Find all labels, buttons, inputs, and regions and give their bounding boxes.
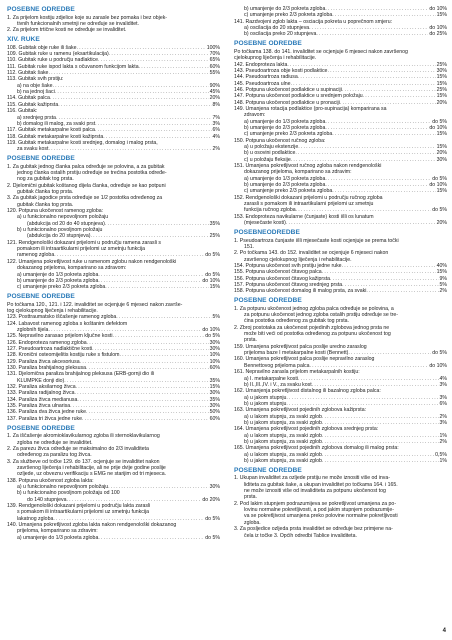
row-value: do 20% bbox=[202, 496, 220, 503]
row-label: a) u jakom stupnju bbox=[244, 394, 287, 401]
text-line: cjelokupnog liječenja i rehabilitacije. bbox=[234, 55, 317, 62]
text-line: 140. Umanjena pokretljivost zgloba lakta nakon rendgenološki dokazanog bbox=[7, 522, 177, 529]
row-value: do 5% bbox=[205, 534, 220, 541]
table-row bbox=[7, 134, 220, 140]
row-label: 118. Gubitak metakarpalne kosti kažiprsta bbox=[7, 133, 104, 140]
row-label: b) u jakom stupnju, za svaki zglob bbox=[244, 438, 322, 445]
row-label: (abdukcija od 20 do 40 stupnjeva) bbox=[27, 220, 105, 227]
table-row bbox=[234, 188, 447, 194]
text-line: va se pokretljivost umanjena preko polovine normalne pokretljivosti bbox=[244, 513, 398, 520]
row-value: 60% bbox=[209, 365, 220, 372]
text-line: 160. Umanjena pokretljivost palca poslije nepravilno zaraslog bbox=[234, 356, 375, 363]
table-row bbox=[7, 233, 220, 239]
row-label: a) u funkcionalno nepovoljnom položaju bbox=[17, 484, 109, 490]
text-line: 141. Razdvojeni zglob lakta – osciacija pokreta u poprečnom smjeru: bbox=[234, 18, 393, 25]
row-label: a) I. metakarpalne kosti bbox=[244, 375, 298, 382]
row-value: 6% bbox=[212, 127, 220, 134]
table-row bbox=[7, 535, 220, 541]
row-label: b) II.,III.,IV. i V., za svaku kost bbox=[244, 381, 312, 388]
row-value: 8% bbox=[212, 101, 220, 108]
row-label: 157. Potpuna ukočenost čitavog srednjeg prsta bbox=[234, 281, 343, 288]
right-column bbox=[234, 6, 447, 539]
dot-leader bbox=[58, 102, 211, 108]
row-label: 145. Pseudoartroza ulne bbox=[234, 80, 291, 87]
row-label: b) u osovini podlaktice bbox=[244, 150, 296, 157]
row-label: KLUMPKE donji dio) bbox=[17, 377, 65, 384]
row-value: 4% bbox=[439, 375, 447, 382]
row-label: b) domalog ili malog, za svaki prst bbox=[17, 120, 96, 127]
row-value: do 5% bbox=[205, 333, 220, 340]
row-value: 15% bbox=[209, 284, 220, 291]
text-line: 124. Labavost ramenog zgloba s koštanim defektom bbox=[7, 320, 128, 327]
text-line: 165. Umanjena pokretljivost pojedinih zglobova domalog ili malog prsta: bbox=[234, 445, 399, 452]
row-value: do 5% bbox=[205, 515, 220, 522]
row-value: do 10% bbox=[429, 124, 447, 131]
row-label: 117. Gubitak metakarpalne kosti palca bbox=[7, 127, 95, 134]
dot-leader bbox=[98, 535, 204, 541]
text-line: 121. Rendgenološki dokazani prijelomi u području ramena zarasli s bbox=[7, 239, 161, 246]
row-label: 137. Paraliza tri živca jedne ruke bbox=[7, 415, 82, 422]
dot-leader bbox=[90, 233, 208, 239]
text-line: 151. Umanjena pokretljivost ručnog zgloba nakon rendgenološki bbox=[234, 163, 382, 169]
text-line: 3. Za posljedice ozljeda prsta invaliditet se određuje bez primjene na- bbox=[234, 526, 393, 533]
row-value: 7% bbox=[212, 114, 220, 121]
row-label: (mjesečaste kosti) bbox=[244, 220, 286, 227]
row-label: c) umanjenje preko 2/3 pokreta zgloba bbox=[244, 12, 333, 19]
text-line: gubitak članka tog prsta. bbox=[17, 201, 74, 208]
table-row bbox=[7, 284, 220, 290]
text-line: zdravom: bbox=[244, 112, 266, 119]
text-line: 1. Za iščašenje akromioklavikularnog zgloba ili sternoklavikularnog bbox=[7, 433, 160, 440]
row-label: 143. Pseudoartroza obje kosti podlaktice bbox=[234, 67, 328, 74]
row-value: 30% bbox=[209, 390, 220, 397]
row-value: 25% bbox=[209, 233, 220, 240]
dot-leader bbox=[105, 221, 209, 227]
row-value: 5% bbox=[212, 314, 220, 321]
text-line: gubitak članka tog prsta. bbox=[17, 189, 74, 196]
row-value: 55% bbox=[209, 70, 220, 77]
row-label: Bennettovog prijeloma palca bbox=[244, 362, 310, 369]
dot-leader bbox=[48, 70, 208, 76]
text-line: b) u funkcionalno povoljnom položaju od 100 bbox=[17, 490, 120, 497]
row-value: do 25% bbox=[429, 31, 447, 38]
row-label: a) u lakom stupnju, za svaki zglob bbox=[244, 432, 322, 439]
row-value: 20% bbox=[436, 220, 447, 227]
section-heading: POSEBNE ODREDBE bbox=[234, 466, 302, 474]
row-value: 100% bbox=[206, 44, 220, 51]
dot-leader bbox=[332, 12, 435, 18]
row-value: do 10% bbox=[429, 25, 447, 32]
text-line: zgloba ne određuje se invaliditet. bbox=[17, 439, 93, 446]
row-label: 125. Nepravilno zarasao prijelom ključne kosti bbox=[7, 333, 113, 340]
row-value: 30% bbox=[436, 156, 447, 163]
row-label: a) srednjeg prsta bbox=[17, 114, 56, 121]
row-value: 3% bbox=[439, 394, 447, 401]
text-line: tog cjelokupnog liječenja i rehabilitacije. bbox=[7, 307, 98, 314]
row-value: do 5% bbox=[432, 118, 447, 125]
row-label: 154. Potpuna ukočenost svih prstiju jedne ruke bbox=[234, 262, 342, 269]
row-value: 2% bbox=[212, 146, 220, 153]
row-label: b) umanjenje do 2/3 pokreta zgloba bbox=[244, 124, 326, 131]
text-line: 113. Gubitak svih prstiju: bbox=[7, 76, 64, 83]
text-line: 139. Rendgenološki dokazani prijelomi u području lakta zarasli bbox=[7, 503, 151, 510]
table-row bbox=[234, 288, 447, 294]
row-label: 127. Pseudoartroza nadlaktične kosti bbox=[7, 346, 93, 353]
row-value: 0,5% bbox=[435, 451, 447, 458]
row-value: 45% bbox=[209, 89, 220, 96]
row-label: 130. Paraliza brahijalnog pleksusa bbox=[7, 365, 87, 372]
row-value: 70% bbox=[209, 51, 220, 58]
text-line: 153. Endoproteza navikularne (čunjaste) kosti i/ili os lunatum bbox=[234, 213, 374, 220]
section-heading: XIV. RUKE bbox=[7, 36, 40, 44]
dot-leader bbox=[340, 100, 436, 106]
row-label: b) u jakom stupnju, za svaki zglob bbox=[244, 419, 322, 426]
dot-leader bbox=[108, 484, 208, 490]
text-line: 159. Umanjena pokretljivost palca poslije uredno zaraslog bbox=[234, 343, 367, 350]
text-line: b) u funkcionalno povoljnom položaju bbox=[17, 227, 103, 234]
dot-leader bbox=[316, 31, 428, 37]
row-value: 5% bbox=[439, 281, 447, 288]
dot-leader bbox=[54, 252, 204, 258]
row-value: 15% bbox=[436, 131, 447, 138]
row-label: 123. Posttraumatsko iščašenje ramenog zgloba bbox=[7, 314, 117, 321]
text-line: 2. Po točkama 143. do 152. invaliditet se ocjenjuje 6 mjeseci nakon bbox=[234, 250, 389, 257]
row-value: do 10% bbox=[429, 182, 447, 189]
table-row bbox=[7, 252, 220, 258]
row-label: a) u položaju ekstenzije bbox=[244, 143, 299, 150]
row-label: a) umanjenje do 1/3 pokreta zgloba bbox=[17, 534, 99, 541]
text-line: 1. Za gubitak jednog članka palca određuje se polovina, a za gubitak bbox=[7, 163, 165, 170]
row-label: 111. Gubitak ruke ispod lakta s očuvanom funkcijom lakta bbox=[7, 63, 139, 70]
row-label: a) u lakom stupnju, za svaki zglob bbox=[244, 413, 322, 420]
text-line: određenog za paralizu tog živca. bbox=[17, 452, 92, 459]
row-value: do 5% bbox=[205, 252, 220, 259]
row-label: b) u jakom stupnju, za svaki zglob bbox=[244, 457, 322, 464]
dot-leader bbox=[105, 284, 208, 290]
table-row bbox=[7, 146, 220, 152]
row-value: 3% bbox=[439, 419, 447, 426]
text-line: 131. Djelomična paraliza brahijalnog pleksusa (ERB-gornji dio ili bbox=[7, 371, 155, 378]
row-label: funkcija ručnog zgloba bbox=[244, 207, 296, 214]
section-heading: POSEBNE ODREDBE bbox=[7, 6, 75, 13]
text-line: 162. Umanjenja pokretljivost distalnog ili bazalnog zgloba palca: bbox=[234, 388, 381, 395]
row-value: 15% bbox=[436, 269, 447, 276]
dot-leader bbox=[48, 146, 211, 152]
row-label: c) umanjenje preko 2/3 pokreta zgloba bbox=[17, 284, 106, 291]
row-label: a) umanjenje do 1/3 pokreta zgloba bbox=[17, 271, 99, 278]
row-label: ramenog zgloba bbox=[17, 252, 55, 259]
text-line: ćina postotka određenog za gubitak tog prsta. bbox=[244, 318, 349, 325]
dot-leader bbox=[103, 134, 211, 140]
dot-leader bbox=[296, 207, 432, 213]
row-label: 129. Paraliza živca akcesoriusa bbox=[7, 358, 80, 365]
row-value: 10% bbox=[209, 352, 220, 359]
row-label: 112. Gubitak šake bbox=[7, 70, 49, 77]
row-value: 15% bbox=[436, 143, 447, 150]
row-value: 30% bbox=[209, 339, 220, 346]
row-label: a) na obje šake bbox=[17, 82, 53, 89]
row-label: 109. Gubitak ruke u ramenu (eksartikulacija) bbox=[7, 51, 109, 58]
text-line: Po točkama 138. do 141. invaliditet se ocjenjuje 6 mjeseci nakon završenog bbox=[234, 48, 408, 55]
text-line: 120. Potpuna ukočenost ramenog zgloba: bbox=[7, 208, 104, 215]
row-value: 20% bbox=[209, 95, 220, 102]
row-label: 135. Paraliza živca ulnarisa bbox=[7, 403, 71, 410]
section-heading: POSEBNE ODREDBE bbox=[7, 424, 75, 432]
row-label: b) umanjenje do 2/3 pokreta zgloba bbox=[244, 6, 326, 12]
row-label: (abdukcija do 20 stupnjeva) bbox=[27, 233, 91, 240]
row-value: do 5% bbox=[432, 175, 447, 182]
text-line: 150. Potpuna ukočenost ručnog zgloba: bbox=[234, 137, 326, 144]
text-line: 3. Za službeve od točke 129. do 137. ocjenjuje se invaliditet nakon bbox=[7, 458, 160, 465]
text-line: prsta. bbox=[244, 494, 257, 501]
dot-leader bbox=[322, 458, 439, 464]
row-value: 30% bbox=[209, 484, 220, 490]
row-label: b) na jednoj šaci bbox=[17, 89, 55, 96]
text-line: 1. Pseudoartroza čunjaste i/ili mjesečaste kosti ocjenjuje se prema točki bbox=[234, 237, 399, 244]
text-line: 1. Za potpunu ukočenost jednog zgloba palca određuje se polovina, a bbox=[234, 305, 394, 312]
row-value: 2% bbox=[439, 438, 447, 445]
text-line: a) u funkcionalno nepovoljnom položaju bbox=[17, 214, 109, 221]
row-label: 134. Paraliza živca medianusa bbox=[7, 396, 78, 403]
row-value: 2% bbox=[439, 288, 447, 295]
row-label: 110. Gubitak ruke u području nadlaktice bbox=[7, 57, 99, 64]
row-value: 15% bbox=[436, 80, 447, 87]
row-label: b) umanjenje do 2/3 pokreta zgloba bbox=[244, 182, 326, 189]
row-label: b) u jakom stupnju bbox=[244, 400, 287, 407]
dot-leader bbox=[82, 416, 209, 422]
row-label: 115. Gubitak kažiprsta bbox=[7, 101, 59, 108]
row-value: 1% bbox=[439, 457, 447, 464]
dot-leader bbox=[366, 288, 438, 294]
row-value: 40% bbox=[436, 262, 447, 269]
row-label: 133. Paraliza radijalnog živca bbox=[7, 390, 75, 397]
row-label: c) umanjenje preko 2/3 pokreta zgloba bbox=[244, 131, 333, 138]
row-label: 128. Kronični osteomijelitis kostiju ruke s fistulom bbox=[7, 352, 120, 359]
row-value: 25% bbox=[436, 61, 447, 68]
text-line: 152. Rendgenološki dokazani prijelomi u području ručnog zgloba bbox=[234, 194, 383, 201]
text-line: može biti veći od postotka određenog za potpunu ukočenost tog bbox=[244, 331, 391, 338]
row-label: za svaku kost bbox=[17, 146, 49, 153]
page-number: 4 bbox=[442, 628, 446, 634]
row-value: 50% bbox=[209, 409, 220, 416]
section-heading: POSEBNE ODREDBE bbox=[234, 297, 302, 305]
row-value: 65% bbox=[209, 57, 220, 64]
row-label: b) umanjenje do 2/3 pokreta zgloba bbox=[17, 277, 99, 284]
text-line: 1. Za prijelom kostiju zdjelice koje su zarasle bez pomaka i bez objek- bbox=[7, 14, 168, 21]
row-value: 90% bbox=[209, 82, 220, 89]
row-value: do 5% bbox=[205, 271, 220, 278]
row-label: 155. Potpuna ukočenost čitavog palca bbox=[234, 269, 322, 276]
row-label: a) oscilacija do 20 stupnjeva bbox=[244, 25, 310, 32]
text-line: 2. Djelomični gubitak koštanog dijela članka, određuje se kao potpuni bbox=[7, 182, 166, 189]
text-line: 2. Zbroj postotaka za ukočenost pojedinih zglobova jednog prsta ne bbox=[234, 324, 390, 331]
table-row bbox=[7, 314, 220, 320]
text-line: 138. Potpuna ukočenost zgloba lakta: bbox=[7, 477, 94, 484]
row-value: do 5% bbox=[432, 350, 447, 357]
table-row bbox=[234, 31, 447, 37]
row-value: 30% bbox=[209, 403, 220, 410]
text-line: dokazanog prijeloma, komparirano sa zdravom: bbox=[17, 265, 127, 272]
text-line: 116. Gubitak: bbox=[7, 108, 38, 115]
text-line: 163. Umanjena pokretljivost pojedinih zglobova kažiprsta: bbox=[234, 407, 367, 414]
row-label: 148. Potpuna ukočenost podlaktice u pronaciji bbox=[234, 99, 340, 106]
row-value: 6% bbox=[439, 400, 447, 407]
text-line: 2. Za parezu živca određuje se maksimalno do 2/3 invaliditeta bbox=[7, 445, 149, 452]
text-line: 164. Umanjena pokretljivost pojedinih zglobova srednjeg prsta: bbox=[234, 426, 379, 433]
text-line: zgloba. bbox=[244, 519, 261, 526]
row-value: do 10% bbox=[202, 277, 220, 284]
row-value: 9% bbox=[439, 275, 447, 282]
section-heading: POSEBNEODREDBE bbox=[234, 228, 300, 236]
table-row bbox=[234, 100, 447, 106]
row-label: c) umanjenje preko 2/3 pokreta zgloba bbox=[244, 188, 333, 195]
row-value: 15% bbox=[436, 12, 447, 19]
row-label: 108. Gubitak obje ruke ili šake bbox=[7, 44, 77, 51]
text-line: 151. bbox=[244, 243, 255, 250]
row-value: 30% bbox=[209, 346, 220, 353]
row-label: lakatnog zgloba bbox=[17, 515, 54, 522]
dot-leader bbox=[332, 131, 435, 137]
text-line: 2. Pod lakim stupnjem podrazumijeva se pokretljivost umanjena za po- bbox=[234, 500, 397, 507]
row-label: a) umanjenje do 1/3 pokreta zgloba bbox=[244, 118, 326, 125]
table-row bbox=[7, 102, 220, 108]
row-label: b) oscilacija preko 20 stupnjeva bbox=[244, 31, 317, 38]
row-value: 10% bbox=[209, 358, 220, 365]
table-row bbox=[234, 131, 447, 137]
text-line: zarasli s pomakom ili intraartikularni prijelomi uz smetnju bbox=[244, 201, 374, 208]
table-row bbox=[7, 416, 220, 422]
row-label: 126. Endoproteza ramenog zgloba bbox=[7, 339, 87, 346]
left-column bbox=[7, 6, 220, 541]
table-row bbox=[234, 220, 447, 226]
row-value: do 10% bbox=[429, 362, 447, 369]
text-line: 122. Umanjena pokretljivost ruke u ramenom zglobu nakon rendgenološki bbox=[7, 258, 177, 265]
section-heading: POSEBNE ODREDBE bbox=[7, 155, 75, 163]
row-value: 35% bbox=[209, 396, 220, 403]
text-line: 119. Gubitak metakarpalne kosti srednjeg, domalog i malog prsta, bbox=[7, 139, 158, 146]
text-line: s pomakom ili intraartikularni prijelomi uz smetnju funkcija bbox=[17, 509, 150, 516]
row-value: 35% bbox=[209, 220, 220, 227]
text-line: Po točkama 120., 121. i 122. invaliditet se ocjenjuje 6 mjeseci nakon završe- bbox=[7, 301, 183, 308]
text-line: završenog liječenja i rehabilitacije, ali ne prije dvije godine poslije bbox=[17, 464, 166, 471]
text-line: nog za gubitak tog prsta. bbox=[17, 176, 74, 183]
row-label: 132. Paraliza aksilarnog živca bbox=[7, 384, 76, 391]
row-value: 35% bbox=[209, 377, 220, 384]
text-line: 2. Za prijelom trtične kosti ne određuje se invaliditet. bbox=[7, 27, 127, 34]
table-row bbox=[234, 207, 447, 213]
text-line: 1. Ukupan invaliditet za ozljede prstiju ne može iznositi više od inva- bbox=[234, 475, 390, 482]
row-value: 25% bbox=[436, 86, 447, 93]
row-label: do 140 stupnjeva bbox=[27, 496, 67, 503]
row-label: 156. Potpuna ukočenost čitavog kažiprsta bbox=[234, 275, 331, 282]
row-label: 147. Potpuna ukočenost podlaktice u srednjem položaju bbox=[234, 93, 363, 100]
text-line: za potpunu ukočenost jednog zgloba ostalih prstiju određuje se tre- bbox=[244, 312, 398, 319]
text-line: pomakom ili intraartikularni prijelomi uz smetnju funkcija bbox=[17, 246, 146, 253]
row-value: do 5% bbox=[432, 207, 447, 214]
text-line: jednog članka ostalih prstiju određuje se trećina postotka određe- bbox=[17, 170, 167, 176]
text-line: lovinu normalne pokretljivosti, a pod jakim stupnjem podrazumije- bbox=[244, 507, 394, 514]
text-line: 3. Za gubitak jagodice prsta određuje se 1/2 postotka određenog za bbox=[7, 195, 163, 202]
row-value: 15% bbox=[436, 74, 447, 81]
text-line: dokazanog prijeloma, komparirano sa zdravim: bbox=[244, 169, 352, 176]
row-value: 1% bbox=[439, 432, 447, 439]
row-value: 20% bbox=[436, 150, 447, 157]
row-label: a) u lakom stupnju, za svaki zglob bbox=[244, 451, 322, 458]
section-heading: POSEBNE ODREDBE bbox=[7, 293, 75, 301]
table-row bbox=[234, 12, 447, 18]
row-label: 114. Gubitak palca bbox=[7, 95, 50, 102]
text-line: čela iz točke 3. Općih odredbi Tablice invaliditeta. bbox=[244, 532, 357, 539]
table-row bbox=[234, 458, 447, 464]
row-value: 4% bbox=[212, 133, 220, 140]
text-line: tivnih funkcionalnih smetnji ne određuje se invaliditet. bbox=[17, 20, 139, 27]
row-value: 15% bbox=[436, 93, 447, 100]
row-label: 146. Potpuna ukočenost podlaktice u supinaciji bbox=[234, 86, 342, 93]
row-value: 15% bbox=[436, 188, 447, 195]
text-line: liditeta za gubitak šake, a ukupan invaliditet po točkama 164. i 165. bbox=[244, 481, 398, 488]
dot-leader bbox=[116, 314, 211, 320]
row-label: a) umanjenje do 1/3 pokreta zgloba bbox=[244, 175, 326, 182]
row-value: do 10% bbox=[429, 6, 447, 12]
row-value: do 10% bbox=[202, 327, 220, 333]
row-value: 3% bbox=[212, 120, 220, 127]
row-value: 2% bbox=[439, 413, 447, 420]
row-label: 142. Endoproteza lakta bbox=[234, 61, 288, 68]
row-label: prijeloma baze I metakarpalne kosti (Bennett) bbox=[244, 350, 349, 357]
row-label: 158. Potpuna ukočenost domalog ili malog prsta, za svaki bbox=[234, 288, 367, 295]
row-label: zglobnih tijela bbox=[17, 327, 49, 333]
row-label: c) u položaju fleksije bbox=[244, 156, 291, 163]
row-value: 15% bbox=[209, 384, 220, 391]
text-line: ne može iznositi više od invaliditeta za potpunu ukočenost tog bbox=[244, 488, 386, 495]
row-label: 144. Pseudoartroza radiusa bbox=[234, 74, 298, 81]
row-value: 20% bbox=[436, 99, 447, 106]
text-line: 149. Umanjena rotacija podlaktice (pro-supinacija) komparirana sa bbox=[234, 105, 387, 112]
dot-leader bbox=[332, 188, 435, 194]
text-line: ozljede, uz obveznu verifikaciju s EMG ne starijim od tri mjeseca. bbox=[17, 471, 167, 478]
text-line: prijeloma, komparirano sa zdravim: bbox=[17, 528, 98, 535]
row-value: 60% bbox=[209, 415, 220, 422]
section-heading: POSEBNE ODREDBE bbox=[234, 40, 302, 48]
text-line: prsta. bbox=[244, 337, 257, 344]
text-line: završenog cjelokupnog liječenja i rehabilitacije. bbox=[244, 256, 352, 263]
row-value: 60% bbox=[209, 63, 220, 70]
row-value: 3% bbox=[439, 381, 447, 388]
dot-leader bbox=[286, 220, 436, 226]
row-label: 136. Paraliza dva živca jedne ruke bbox=[7, 409, 87, 416]
row-value: 30% bbox=[436, 67, 447, 74]
text-line: 161. Nepravilno zarasla prijelom metakarpalnih kostiju: bbox=[234, 369, 360, 376]
